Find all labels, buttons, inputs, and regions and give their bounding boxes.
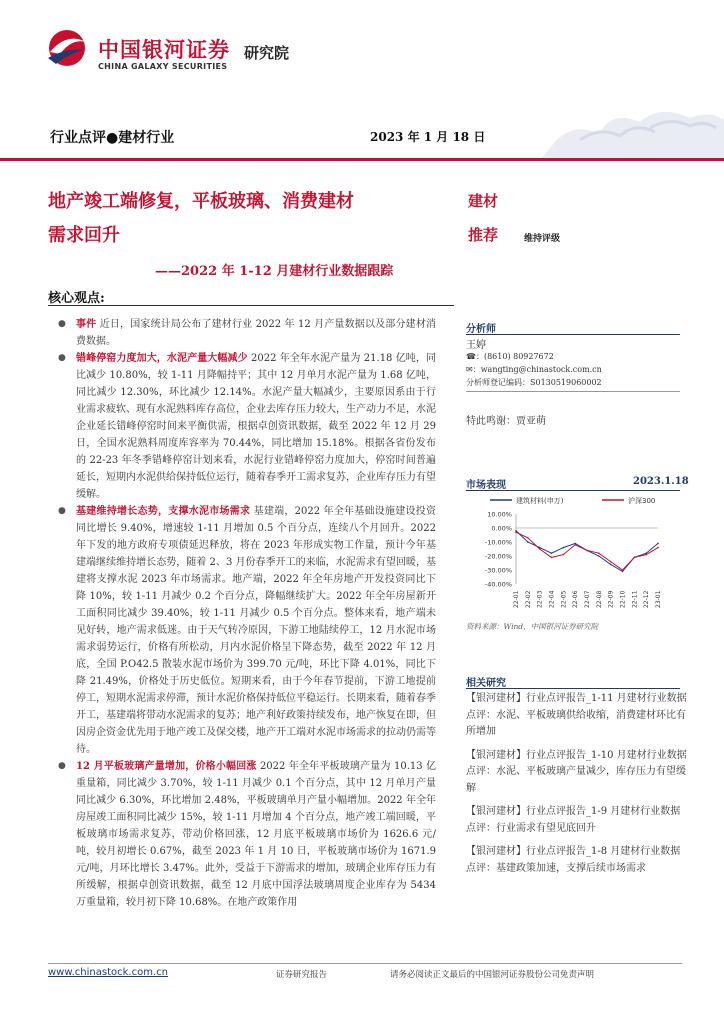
paragraph-text: 2022 年全年水泥产量为 21.18 亿吨，同比减少 10.80%，较 1-11 月降幅持平；其中 12 月单月水泥产量为 1.68 亿吨，同比减少 12.30%，环比减少 12.14%。水泥产量大幅减少，主要原因系由于行业需求疲软、现有水泥熟料库存高位，企业去库存压力较大，生产动力不足，水泥企业延长错峰停窑时间来平衡供需，根据卓创资讯数据，截至 2022 年 12 月 29 日，全国水泥熟料周度库容率为 70.44%，同比增加 15.18%。根据各省份发布的 22-23 年冬季错峰停窑计划来看，水泥行业错峰停窑力度加大，停窑时间普遍延长，短期内水泥供给保持低位运行，随着春季开工需求复苏，企业库存压力有望缓解。	[76, 353, 436, 500]
data-point	[563, 554, 565, 556]
core-heading: 核心观点:	[48, 291, 105, 306]
galaxy-logo-icon	[46, 28, 88, 68]
rating-label: 推荐	[468, 226, 499, 244]
core-body	[52, 316, 436, 911]
data-point	[551, 557, 553, 559]
company-name-en: CHINA GALAXY SECURITIES	[98, 62, 228, 71]
bullet-icon: ●	[58, 353, 66, 363]
x-tick-label: 22-08	[595, 590, 603, 608]
report-type: 行业点评●建材行业	[50, 130, 175, 146]
paragraph-lead: 12 月平板玻璃产量增加，价格小幅回涨	[76, 761, 257, 772]
data-point	[610, 564, 612, 566]
data-point	[622, 569, 624, 571]
related-item[interactable]: 【银河建材】行业点评报告_1-9 月建材行业数据点评：行业需求有望见底回升	[466, 806, 681, 834]
analyst-divider-bottom	[466, 391, 680, 392]
paragraph-text: 2022 年全年平板玻璃产量为 10.13 亿重量箱，同比减少 3.70%，较 1-11 月减少 0.1 个百分点，其中 12 月单月产量同比减少 6.30%，环比增加 2.48%，平板玻璃单月产量小幅增加。2022 年全年房屋竣工面积同比减少 15%，较 1-11 月增加 4 个百分点，地产竣工端回暖，平板玻璃市场需求复苏，带动价格回涨，12 月底平板玻璃市场价为 1626.6 元/吨，较月初增长 0.67%，截至 2023 年 1 月 10 日，平板玻璃市场价为 1671.9 元/吨，月环比增长 3.47%。此外，受益于下游需求的增加，玻璃企业库存压力有所缓解，根据卓创资讯数据，截至 12 月底中国浮法玻璃周度企业库存为 5434 万重量箱，较月初下降 10.68%。在地产政策作用	[76, 761, 436, 908]
data-point	[563, 547, 565, 549]
market-divider	[466, 490, 680, 491]
data-point	[574, 543, 576, 545]
x-tick-label: 22-03	[536, 590, 544, 608]
data-point	[539, 548, 541, 550]
market-performance-chart	[466, 492, 684, 622]
data-point	[610, 561, 612, 563]
sector-label: 建材	[468, 192, 499, 210]
legend-label: 沪深300	[628, 497, 656, 505]
footer-url-link[interactable]: www.chinastock.com.cn	[48, 967, 168, 978]
related-item[interactable]: 【银河建材】行业点评报告_1-10 月建材行业数据点评：水泥、平板玻璃产量减少，库存压力有望缓解	[466, 749, 687, 794]
report-date: 2023 年 1 月 18 日	[370, 130, 486, 144]
data-point	[551, 552, 553, 554]
market-date: 2023.1.18	[633, 476, 689, 487]
report-title-line1: 地产竣工端修复，平板玻璃、消费建材	[48, 191, 354, 212]
paragraph	[52, 503, 436, 758]
report-subtitle: ——2022 年 1-12 月建材行业数据跟踪	[155, 264, 394, 279]
report-title-line2: 需求回升	[48, 225, 120, 246]
data-point	[622, 571, 624, 573]
y-tick-label: -20.00%	[484, 552, 512, 561]
y-tick-label: 10.00%	[487, 510, 512, 519]
analyst-divider	[466, 334, 680, 335]
y-tick-label: -10.00%	[484, 538, 512, 547]
x-tick-label: 22-09	[607, 590, 615, 608]
paragraph-text: 基建端，2022 年全年基础设施建设投资同比增长 9.40%，增速较 1-11 月增加 0.5 个百分点，连续八个月回升。2022 年下发的地方政府专项债延迟释放，将在 2023 年形成实物工作量，预计今年基建端继续维持增长态势，随着 2、3 月份春季开工的来临，水泥需求有望回暖，基建将支撑水泥 2023 年市场需求。地产端，2022 年全年房地产开发投资同比下降 10%，较 1-11 月减少 0.2 个百分点，降幅继续扩大。2022 年全年房屋新开工面积同比减少 39.40%，较 1-11 月减少 0.5 个百分点。整体来看，地产端未见好转，地产需求低迷。由于天气转冷原因，下游工地陆续停工，12 月水泥市场需求弱势运行，价格有所松动，月内水泥价格呈下降态势，截至 2022 年 12 月底，全国 P.O42.5 散装水泥市场价为 399.70 元/吨，环比下降 4.01%，同比下降 21.49%，价格处于历史低位。短期来看，由于今年春节提前，下游工地提前停工，短期水泥需求停滞，预计水泥价格保持低位平稳运行。长期来看，随着春季开工，基建端将带动水泥需求的复苏；地产利好政策持续发布，地产恢复在即，但因房企资金优先用于地产竣工及保交楼，地产开工端对水泥市场需求的拉动仍需等待。	[76, 506, 436, 755]
data-point	[515, 531, 517, 533]
data-point	[527, 537, 529, 539]
x-tick-label: 22-10	[619, 590, 627, 608]
x-tick-label: 22-01	[513, 590, 520, 608]
paragraph	[52, 350, 436, 503]
x-tick-label: 22-11	[631, 590, 639, 608]
data-point	[645, 554, 647, 556]
data-point	[527, 541, 529, 543]
rating-note: 维持评级	[524, 234, 561, 244]
x-tick-label: 22-06	[572, 590, 580, 608]
paragraph	[52, 758, 436, 911]
paragraph-lead: 错峰停窑力度加大，水泥产量大幅减少	[76, 353, 248, 364]
related-heading: 相关研究	[466, 678, 506, 689]
related-list	[466, 691, 688, 884]
data-point	[598, 555, 600, 557]
y-tick-label: -40.00%	[484, 580, 512, 589]
data-point	[657, 543, 659, 545]
analyst-cert: 分析师登记编码：S0130519060002	[466, 378, 602, 387]
footer-divider	[48, 963, 682, 964]
paragraph	[52, 316, 436, 350]
analyst-contact	[466, 350, 602, 389]
x-tick-label: 23-01	[655, 590, 662, 608]
cloud-decoration-icon	[540, 100, 724, 160]
related-item[interactable]: 【银河建材】行业点评报告_1-8 月建材行业数据点评：基建政策加速，支撑后续市场需求	[466, 846, 681, 874]
paragraph-lead: 基建维持增长态势，支撑水泥市场需求	[76, 506, 251, 517]
x-tick-label: 22-04	[548, 590, 556, 608]
data-point	[574, 544, 576, 546]
data-point	[515, 530, 517, 532]
y-tick-label: -30.00%	[484, 566, 512, 575]
market-heading: 市场表现	[466, 480, 506, 491]
analyst-name: 王婷	[466, 340, 486, 351]
analyst-email[interactable]: ✉：wangting@chinastock.com.cn	[466, 365, 602, 374]
x-tick-label: 22-05	[560, 590, 568, 608]
data-point	[586, 550, 588, 552]
data-point	[598, 552, 600, 554]
x-tick-label: 22-02	[524, 590, 532, 608]
header-divider	[0, 158, 724, 161]
core-divider	[48, 305, 454, 306]
footer-disclaimer: 请务必阅读正文最后的中国银河证券股份公司免责声明	[390, 970, 595, 980]
data-point	[634, 557, 636, 559]
bullet-icon: ●	[58, 506, 66, 516]
chart-source: 资料来源：Wind，中国银河证券研究院	[466, 622, 599, 631]
bullet-icon: ●	[58, 761, 66, 771]
analyst-phone: ☎：(8610) 80927672	[466, 352, 554, 361]
analyst-heading: 分析师	[466, 324, 496, 335]
legend-label: 建筑材料(申万)	[516, 497, 564, 505]
footer-label: 证券研究报告	[276, 970, 328, 980]
data-point	[657, 547, 659, 549]
company-name-cn: 中国银河证券	[98, 38, 230, 62]
acknowledgement: 特此鸣谢：贾亚萌	[466, 416, 546, 427]
related-divider	[466, 688, 680, 689]
company-suffix: 研究院	[244, 44, 290, 62]
bullet-icon: ●	[58, 319, 66, 329]
paragraph-text: 近日，国家统计局公布了建材行业 2022 年 12 月产量数据以及部分建材消费数据。	[76, 319, 436, 347]
y-tick-label: 0.00%	[491, 524, 512, 533]
x-tick-label: 22-12	[643, 590, 651, 608]
related-item[interactable]: 【银河建材】行业点评报告_1-11 月建材行业数据点评：水泥、平板玻璃供给收缩，消费建材环比有所增加	[466, 693, 687, 737]
paragraph-lead: 事件	[76, 319, 97, 330]
x-tick-label: 22-07	[584, 590, 591, 608]
